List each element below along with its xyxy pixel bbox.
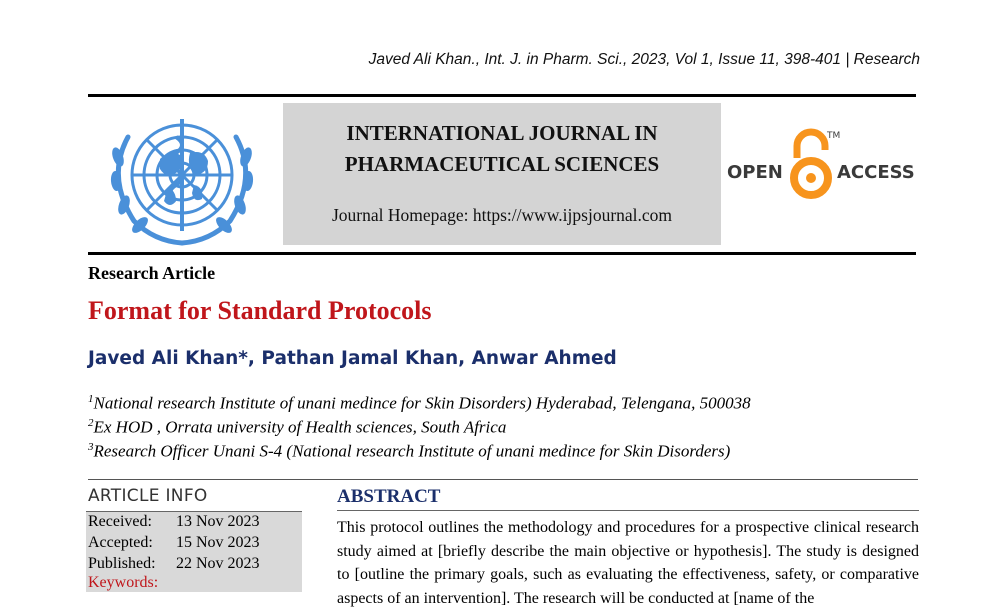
affiliation-2: $^2$Ex HOD , Orrata university of Health sciences, South Africa xyxy=(88,417,507,437)
keywords-label: Keywords: xyxy=(88,574,159,591)
affiliation-3: $^3$Research Officer Unani S-4 (National research Institute of unani medince for Skin Disorders) xyxy=(88,441,731,461)
journal-title-line1: INTERNATIONAL JOURNAL IN xyxy=(346,121,658,145)
open-lock-icon xyxy=(794,132,828,195)
journal-title-line2: PHARMACEUTICAL SCIENCES xyxy=(344,152,660,176)
open-access-left-text: OPEN xyxy=(727,162,783,183)
open-access-right-text: ACCESS xyxy=(837,162,915,183)
paper-title: Format for Standard Protocols xyxy=(88,296,432,325)
abstract-text: This protocol outlines the methodology and procedures for a prospective clinical research study aimed at [briefly describe the main objective or hypothesis]. The study is designed to [outline the primary goals, such as evaluating the effectiveness, safety, or comparative aspects of an intervention]. The research will be conducted at [name of the xyxy=(337,519,919,607)
article-type: Research Article xyxy=(88,263,216,283)
section-divider xyxy=(88,479,918,480)
open-access-logo xyxy=(727,128,919,209)
abstract-heading: ABSTRACT xyxy=(337,486,441,507)
accepted-date: Accepted: 15 Nov 2023 xyxy=(88,534,260,551)
journal-title xyxy=(283,118,721,180)
author-list: Javed Ali Khan*, Pathan Jamal Khan, Anwar Ahmed xyxy=(88,348,617,369)
masthead-rule xyxy=(88,252,916,255)
citation-header: Javed Ali Khan., Int. J. in Pharm. Sci., 2023, Vol 1, Issue 11, 398-401 | Research xyxy=(368,51,920,68)
abstract-rule xyxy=(337,510,919,511)
journal-homepage: Journal Homepage: https://www.ijpsjournal.com xyxy=(331,205,673,225)
published-date: Published: 22 Nov 2023 xyxy=(88,555,260,572)
header-rule xyxy=(88,94,916,97)
received-date: Received: 13 Nov 2023 xyxy=(88,513,260,530)
open-access-tm: TM xyxy=(827,131,841,141)
article-info-heading: ARTICLE INFO xyxy=(88,486,208,506)
journal-logo-emblem xyxy=(98,107,266,252)
affiliation-1: $^1$National research Institute of unani medince for Skin Disorders) Hyderabad, Telengana, 500038 xyxy=(88,393,751,413)
